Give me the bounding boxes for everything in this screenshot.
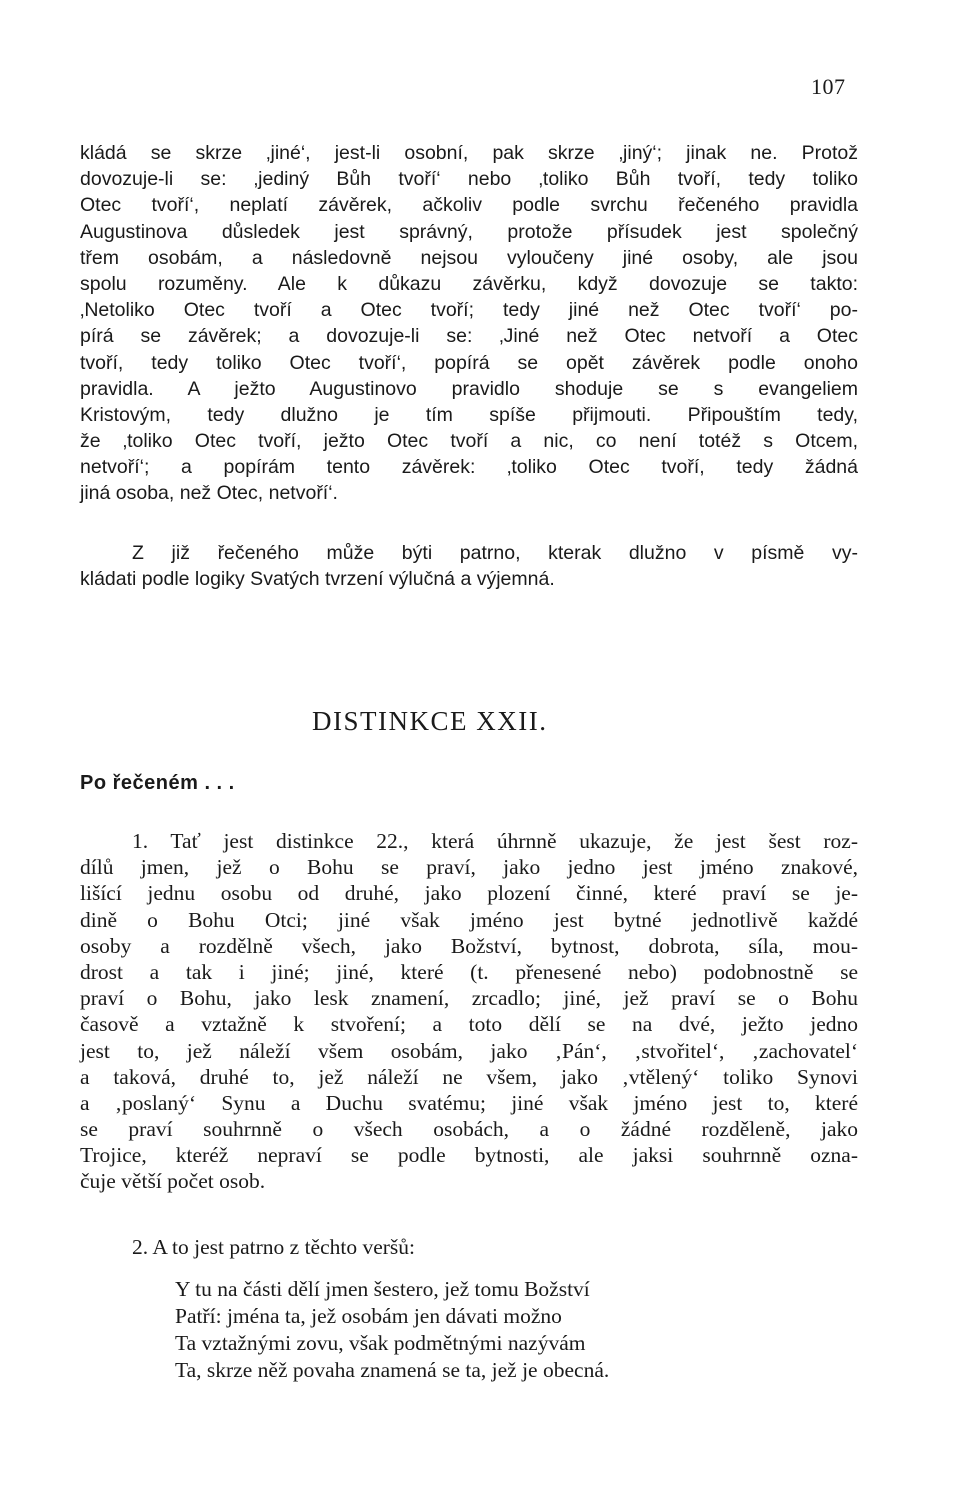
text-line: tvoří, tedy toliko Otec tvoří‘, popírá se opět závěrek podle onoho — [80, 351, 858, 374]
text-line: dovozuje-li se: ‚jediný Bůh tvoří‘ nebo ‚toliko Bůh tvoří, tedy toliko — [80, 168, 858, 191]
paragraph-conclusion — [80, 540, 858, 592]
text-line: kládá se skrze ‚jiné‘, jest-li osobní, pak skrze ‚jiný‘; jinak ne. Protož — [80, 142, 858, 164]
verse-line: Ta, skrze něž povaha znamená se ta, jež je obecná. — [175, 1358, 610, 1382]
paragraph-distinction — [80, 828, 858, 1195]
text-line: že ‚toliko Otec tvoří, ježto Otec tvoří a nic, co není totéž s Otcem, — [80, 430, 858, 453]
text-line: Z již řečeného může býti patrno, kterak dlužno v písmě vy- — [132, 542, 858, 564]
paragraph-continuation — [80, 140, 858, 507]
text-line: 1. Tať jest distinkce 22., která úhrnně ukazuje, že jest šest roz- — [132, 829, 858, 853]
text-line: Trojice, kteréž nepraví se podle bytnosti, ale jaksi souhrnně ozna- — [80, 1143, 858, 1168]
page-number: 107 — [811, 74, 846, 99]
text-line: se praví souhrnně o všech osobách, a o žádné rozděleně, jako — [80, 1117, 858, 1142]
verse-block — [175, 1276, 609, 1384]
text-line: pravidla. A ježto Augustinovo pravidlo shoduje se s evangeliem — [80, 377, 858, 400]
text-line: spolu rozuměny. Ale k důkazu závěrku, když dovozuje se takto: — [80, 272, 858, 295]
text-line: pírá se závěrek; a dovozuje-li se: ‚Jiné než Otec netvoří a Otec — [80, 325, 858, 348]
text-line: a ‚poslaný‘ Synu a Duchu svatému; jiné však jméno jest to, které — [80, 1090, 858, 1115]
verse-line: Y tu na části dělí jmen šestero, jež tomu Božství — [175, 1277, 590, 1301]
text-line: třem osobám, a následovně nejsou vyloučeny jiné osoby, ale jsou — [80, 246, 858, 269]
text-line: 2. A to jest patrno z těchto veršů: — [132, 1235, 416, 1259]
text-line: jiná osoba, než Otec, netvoří‘. — [80, 482, 338, 505]
verse-line: Patří: jména ta, jež osobám jen dávati možno — [175, 1304, 562, 1328]
text-line: netvoří‘; a popírám tento závěrek: ‚toliko Otec tvoří, tedy žádná — [80, 456, 858, 479]
text-line: drost a tak i jiné; jiné, které (t. přenesené nebo) podobnostně se — [80, 959, 858, 984]
verse-line: Ta vztažnými zovu, však podmětnými nazývám — [175, 1331, 586, 1355]
text-line: časově a vztažně k stvoření; a toto dělí se na dvé, ježto jedno — [80, 1012, 858, 1037]
text-line: a taková, druhé to, jež náleží ne všem, jako ‚vtělený‘ toliko Synovi — [80, 1064, 858, 1089]
section-incipit: Po řečeném . . . — [80, 772, 235, 794]
text-line: lišící jednu osobu od druhé, jako plození činné, které praví se je- — [80, 881, 858, 906]
text-line: praví o Bohu, jako lesk znamení, zrcadlo; jiné, jež praví se o Bohu — [80, 986, 858, 1011]
paragraph-verses-intro — [80, 1234, 858, 1260]
text-line: ‚Netoliko Otec tvoří a Otec tvoří; tedy jiné než Otec tvoří‘ po- — [80, 299, 858, 322]
text-line: Kristovým, tedy dlužno je tím spíše přijmouti. Připouštím tedy, — [80, 403, 858, 426]
text-line: jest to, jež náleží všem osobám, jako ‚Pán‘, ‚stvořitel‘, ‚zachovatel‘ — [80, 1038, 858, 1063]
text-line: čuje větší počet osob. — [80, 1169, 266, 1194]
text-line: dině o Bohu Otci; jiné však jméno jest bytné jednotlivě každé — [80, 907, 858, 932]
chapter-heading: DISTINKCE XXII. — [312, 706, 548, 736]
text-line: Otec tvoří‘, neplatí závěrek, ačkoliv podle svrchu řečeného pravidla — [80, 194, 858, 217]
text-line: Augustinova důsledek jest správný, protože přísudek jest společný — [80, 220, 858, 243]
text-line: osoby a rozdělně všech, jako Božství, bytnost, dobrota, síla, mou- — [80, 933, 858, 958]
text-line: dílů jmen, jež o Bohu se praví, jako jedno jest jméno znakové, — [80, 855, 858, 880]
text-line: kládati podle logiky Svatých tvrzení výlučná a výjemná. — [80, 568, 555, 591]
